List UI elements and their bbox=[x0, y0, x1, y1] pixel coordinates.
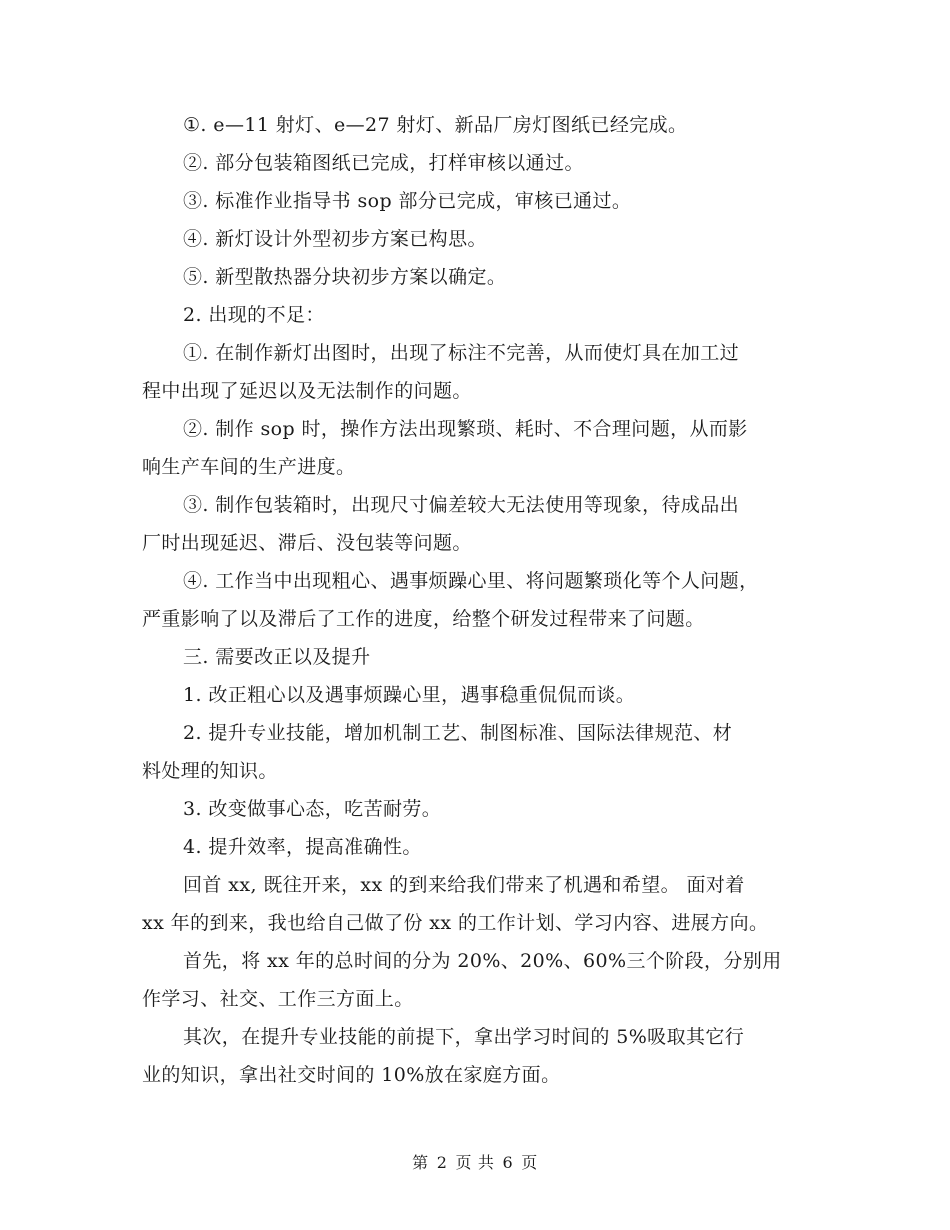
text-line: ①. e—11 射灯、e—27 射灯、新品厂房灯图纸已经完成。 bbox=[183, 114, 688, 136]
text-line: 严重影响了以及滞后了工作的进度，给整个研发过程带来了问题。 bbox=[142, 608, 705, 630]
text-line: 1. 改正粗心以及遇事烦躁心里，遇事稳重侃侃而谈。 bbox=[183, 684, 636, 706]
text-line: 程中出现了延迟以及无法制作的问题。 bbox=[142, 380, 472, 402]
text-line: 其次，在提升专业技能的前提下，拿出学习时间的 5%吸取其它行 bbox=[183, 1026, 745, 1048]
text-line: ①. 在制作新灯出图时，出现了标注不完善，从而使灯具在加工过 bbox=[183, 342, 740, 364]
text-line: 作学习、社交、工作三方面上。 bbox=[142, 988, 414, 1010]
footer-middle: 页 共 bbox=[455, 1153, 495, 1172]
text-line: ④. 工作当中出现粗心、遇事烦躁心里、将问题繁琐化等个人问题， bbox=[183, 570, 759, 592]
text-line: 回首 xx, 既往开来，xx 的到来给我们带来了机遇和希望。 面对着 bbox=[183, 874, 745, 896]
text-line: 厂时出现延迟、滞后、没包装等问题。 bbox=[142, 532, 472, 554]
text-line: 3. 改变做事心态，吃苦耐劳。 bbox=[183, 798, 442, 820]
text-line: xx 年的到来，我也给自己做了份 xx 的工作计划、学习内容、进展方向。 bbox=[142, 912, 769, 934]
text-line: 2. 提升专业技能，增加机制工艺、制图标准、国际法律规范、材 bbox=[183, 722, 733, 744]
footer-page-number: 2 bbox=[436, 1153, 448, 1172]
text-line: ②. 制作 sop 时，操作方法出现繁琐、耗时、不合理问题，从而影 bbox=[183, 418, 748, 440]
text-line: 4. 提升效率，提高准确性。 bbox=[183, 836, 422, 858]
text-line: ②. 部分包装箱图纸已完成，打样审核以通过。 bbox=[183, 152, 584, 174]
footer-total-pages: 6 bbox=[502, 1153, 514, 1172]
text-line: ③. 标准作业指导书 sop 部分已完成，审核已通过。 bbox=[183, 190, 632, 212]
text-line: 料处理的知识。 bbox=[142, 760, 278, 782]
text-line: ⑤. 新型散热器分块初步方案以确定。 bbox=[183, 266, 507, 288]
text-line: 三. 需要改正以及提升 bbox=[183, 646, 371, 668]
text-line: ③. 制作包装箱时，出现尺寸偏差较大无法使用等现象，待成品出 bbox=[183, 494, 740, 516]
text-line: 业的知识，拿出社交时间的 10%放在家庭方面。 bbox=[142, 1064, 561, 1086]
document-body bbox=[142, 106, 822, 1094]
text-line: ④. 新灯设计外型初步方案已构思。 bbox=[183, 228, 487, 250]
footer-prefix: 第 bbox=[412, 1153, 429, 1172]
text-line: 首先，将 xx 年的总时间的分为 20%、20%、60%三个阶段，分别用 bbox=[183, 950, 782, 972]
text-line: 2. 出现的不足： bbox=[183, 304, 325, 326]
text-line: 响生产车间的生产进度。 bbox=[142, 456, 356, 478]
page-footer bbox=[0, 1152, 950, 1174]
footer-suffix: 页 bbox=[521, 1153, 538, 1172]
